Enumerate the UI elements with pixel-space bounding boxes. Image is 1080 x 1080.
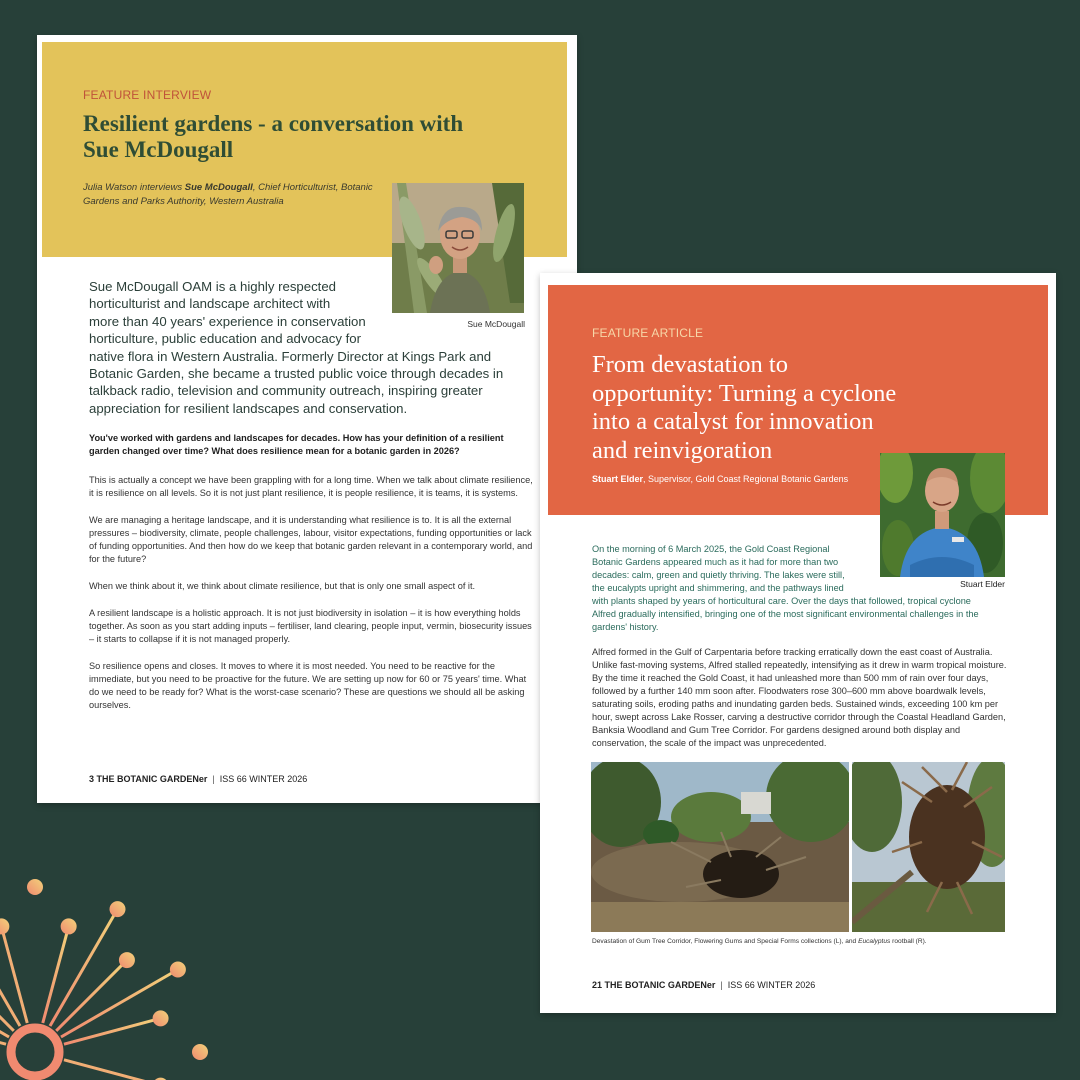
byline-prefix: Julia Watson interviews — [83, 182, 185, 193]
magazine-name: THE BOTANIC GARDENer — [604, 980, 716, 990]
title-line: into a catalyst for innovation — [592, 408, 874, 435]
sunburst-dot — [119, 952, 135, 968]
caption-text-end: rootball (R). — [890, 938, 927, 945]
footer-separator: | — [212, 774, 215, 784]
page-footer — [592, 980, 815, 990]
interview-question: You've worked with gardens and landscapes for decades. How has your definition of a resilient garden changed over time? What does resilience mean for a botanic garden in 2026? — [89, 433, 504, 456]
sunburst-ray — [1, 926, 27, 1023]
page-number: 3 — [89, 774, 95, 784]
lede-line: Botanic Gardens appeared much as it had for more than two — [592, 557, 839, 567]
sunburst-dot — [0, 918, 9, 934]
lede-line: gardens' history. — [592, 622, 659, 632]
portrait-caption: Stuart Elder — [960, 579, 1005, 589]
article-title — [592, 351, 942, 465]
intro-line: Sue McDougall OAM is a highly respected — [89, 279, 337, 294]
intro-line: more than 40 years' experience in conservation — [89, 313, 366, 329]
section-kicker: FEATURE INTERVIEW — [83, 88, 212, 102]
portrait-caption: Sue McDougall — [467, 319, 525, 329]
byline-suffix: , Chief Horticulturist, Botanic Gardens and Parks Authority, Western Australia — [83, 182, 373, 207]
image-caption — [592, 938, 1012, 945]
byline-role: , Supervisor, Gold Coast Regional Botanic Gardens — [643, 474, 849, 484]
caption-species: Eucalyptus — [858, 938, 891, 945]
sunburst-ray — [64, 1018, 161, 1044]
intro-line: appreciation for resilient landscapes and conservation. — [89, 400, 408, 416]
byline-name: Sue McDougall — [184, 182, 253, 193]
page-number: 21 — [592, 980, 603, 990]
intro-line: native flora in Western Australia. Formerly Director at Kings Park and — [89, 348, 492, 364]
title-line: and reinvigoration — [592, 436, 773, 464]
lede-line: decades: calm, green and quietly thriving. The lakes were still, — [592, 570, 845, 580]
footer-separator: | — [720, 980, 723, 990]
caption-text: Devastation of Gum Tree Corridor, Flowering Gums and Special Forms collections (L), and — [592, 938, 859, 945]
sunburst-dot — [27, 879, 43, 895]
page-footer — [89, 774, 307, 784]
sunburst-dot — [153, 1010, 169, 1026]
lede-line: the eucalypts upright and shimmering, and the pathways lined — [592, 583, 844, 593]
feature-article-page — [540, 273, 1056, 1013]
byline-name: Stuart Elder — [592, 474, 644, 484]
answer-paragraph: So resilience opens and closes. It moves to where it is most needed. You need to be reactive for the immediate, but you need to be proactive for the future. We are setting up now for 60 or 75 years' time. What do we need to be ready for? What is the worst-case scenario? These are questions we should all be asking ourselves. — [89, 661, 527, 710]
answer-paragraph: We are managing a heritage landscape, and it is understanding what resilience is to. It is all the external pressures – biodiversity, climate, people challenges, labour, visitor expectations, funding opportunities or lack of funding opportunities. And then how do we keep that botanic garden relevant in a contemporary world, and for the future? — [89, 515, 533, 564]
intro-line: Botanic Garden, she became a trusted public voice through decades in — [89, 366, 504, 382]
sunburst-decoration — [0, 852, 240, 1080]
answer-body — [89, 474, 534, 726]
sunburst-dot — [170, 962, 186, 978]
magazine-name: THE BOTANIC GARDENer — [96, 774, 208, 784]
sunburst-ray — [43, 926, 69, 1023]
intro-line: horticulturist and landscape architect with — [89, 296, 331, 312]
lede-line: Alfred gradually intensified, bringing one of the most significant environmental challenges in the — [592, 609, 979, 619]
intro-line: horticulture, public education and advocacy for — [89, 331, 361, 347]
answer-paragraph: A resilient landscape is a holistic approach. It is not just biodiversity in isolation – it is how everything holds together. As soon as you start adding inputs – fertiliser, land clearing, people input, vermin, biosecurity issues – it starts to collapse if it is not managed properly. — [89, 608, 532, 644]
byline — [592, 474, 892, 484]
issue-label: ISS 66 WINTER 2026 — [219, 774, 308, 784]
title-line: opportunity: Turning a cyclone — [592, 379, 897, 407]
interview-page — [37, 35, 577, 803]
answer-paragraph: This is actually a concept we have been grappling with for a long time. When we talk about climate resilience, it is resilience on all levels. So it is not just plant resilience, it is people resilience, it is teams, it is systems. — [89, 475, 533, 498]
sunburst-dot — [61, 918, 77, 934]
intro-paragraph — [89, 278, 529, 417]
section-kicker: FEATURE ARTICLE — [592, 326, 704, 340]
lede-line: with plants shaped by years of horticultural care. Over the days that followed, tropical cyclone — [592, 596, 971, 606]
lede-paragraph — [592, 543, 1007, 634]
intro-line: talkback radio, television and community outreach, inspiring greater — [89, 383, 483, 399]
byline — [83, 181, 383, 209]
sunburst-dot — [192, 1044, 208, 1060]
lede-line: On the morning of 6 March 2025, the Gold Coast Regional — [592, 544, 830, 554]
issue-label: ISS 66 WINTER 2026 — [727, 980, 816, 990]
cyclone-damage-photo-left — [591, 762, 849, 932]
answer-paragraph: When we think about it, we think about climate resilience, but that is only one small aspect of it. — [89, 581, 476, 591]
eucalyptus-rootball-photo — [852, 762, 1005, 932]
article-body: Alfred formed in the Gulf of Carpentaria before tracking erratically down the east coast of Australia. Unlike fast-moving systems, Alfred stalled repeatedly, intensifying as it drew in warm tropical moisture. By the time it reached the Gold Coast, it had unleashed more than 500 mm of rain over four days, followed by a further 140 mm soon after. Floodwaters rose 300–600 mm above boardwalk levels, saturating soils, eroding paths and inundating garden beds. Sustained winds, exceeding 100 km per hour, swept across Lake Rosser, carving a destructive corridor through the Coastal Headland Garden, Banksia Woodland and Gum Tree Corridor. For gardens designed around both display and conservation, the scale of the impact was unprecedented. — [592, 647, 1007, 748]
sunburst-ray — [64, 1060, 161, 1080]
article-title: Resilient gardens - a conversation with Sue McDougall — [83, 111, 464, 162]
sunburst-dot — [110, 901, 126, 917]
title-line: From devastation to — [592, 351, 788, 378]
